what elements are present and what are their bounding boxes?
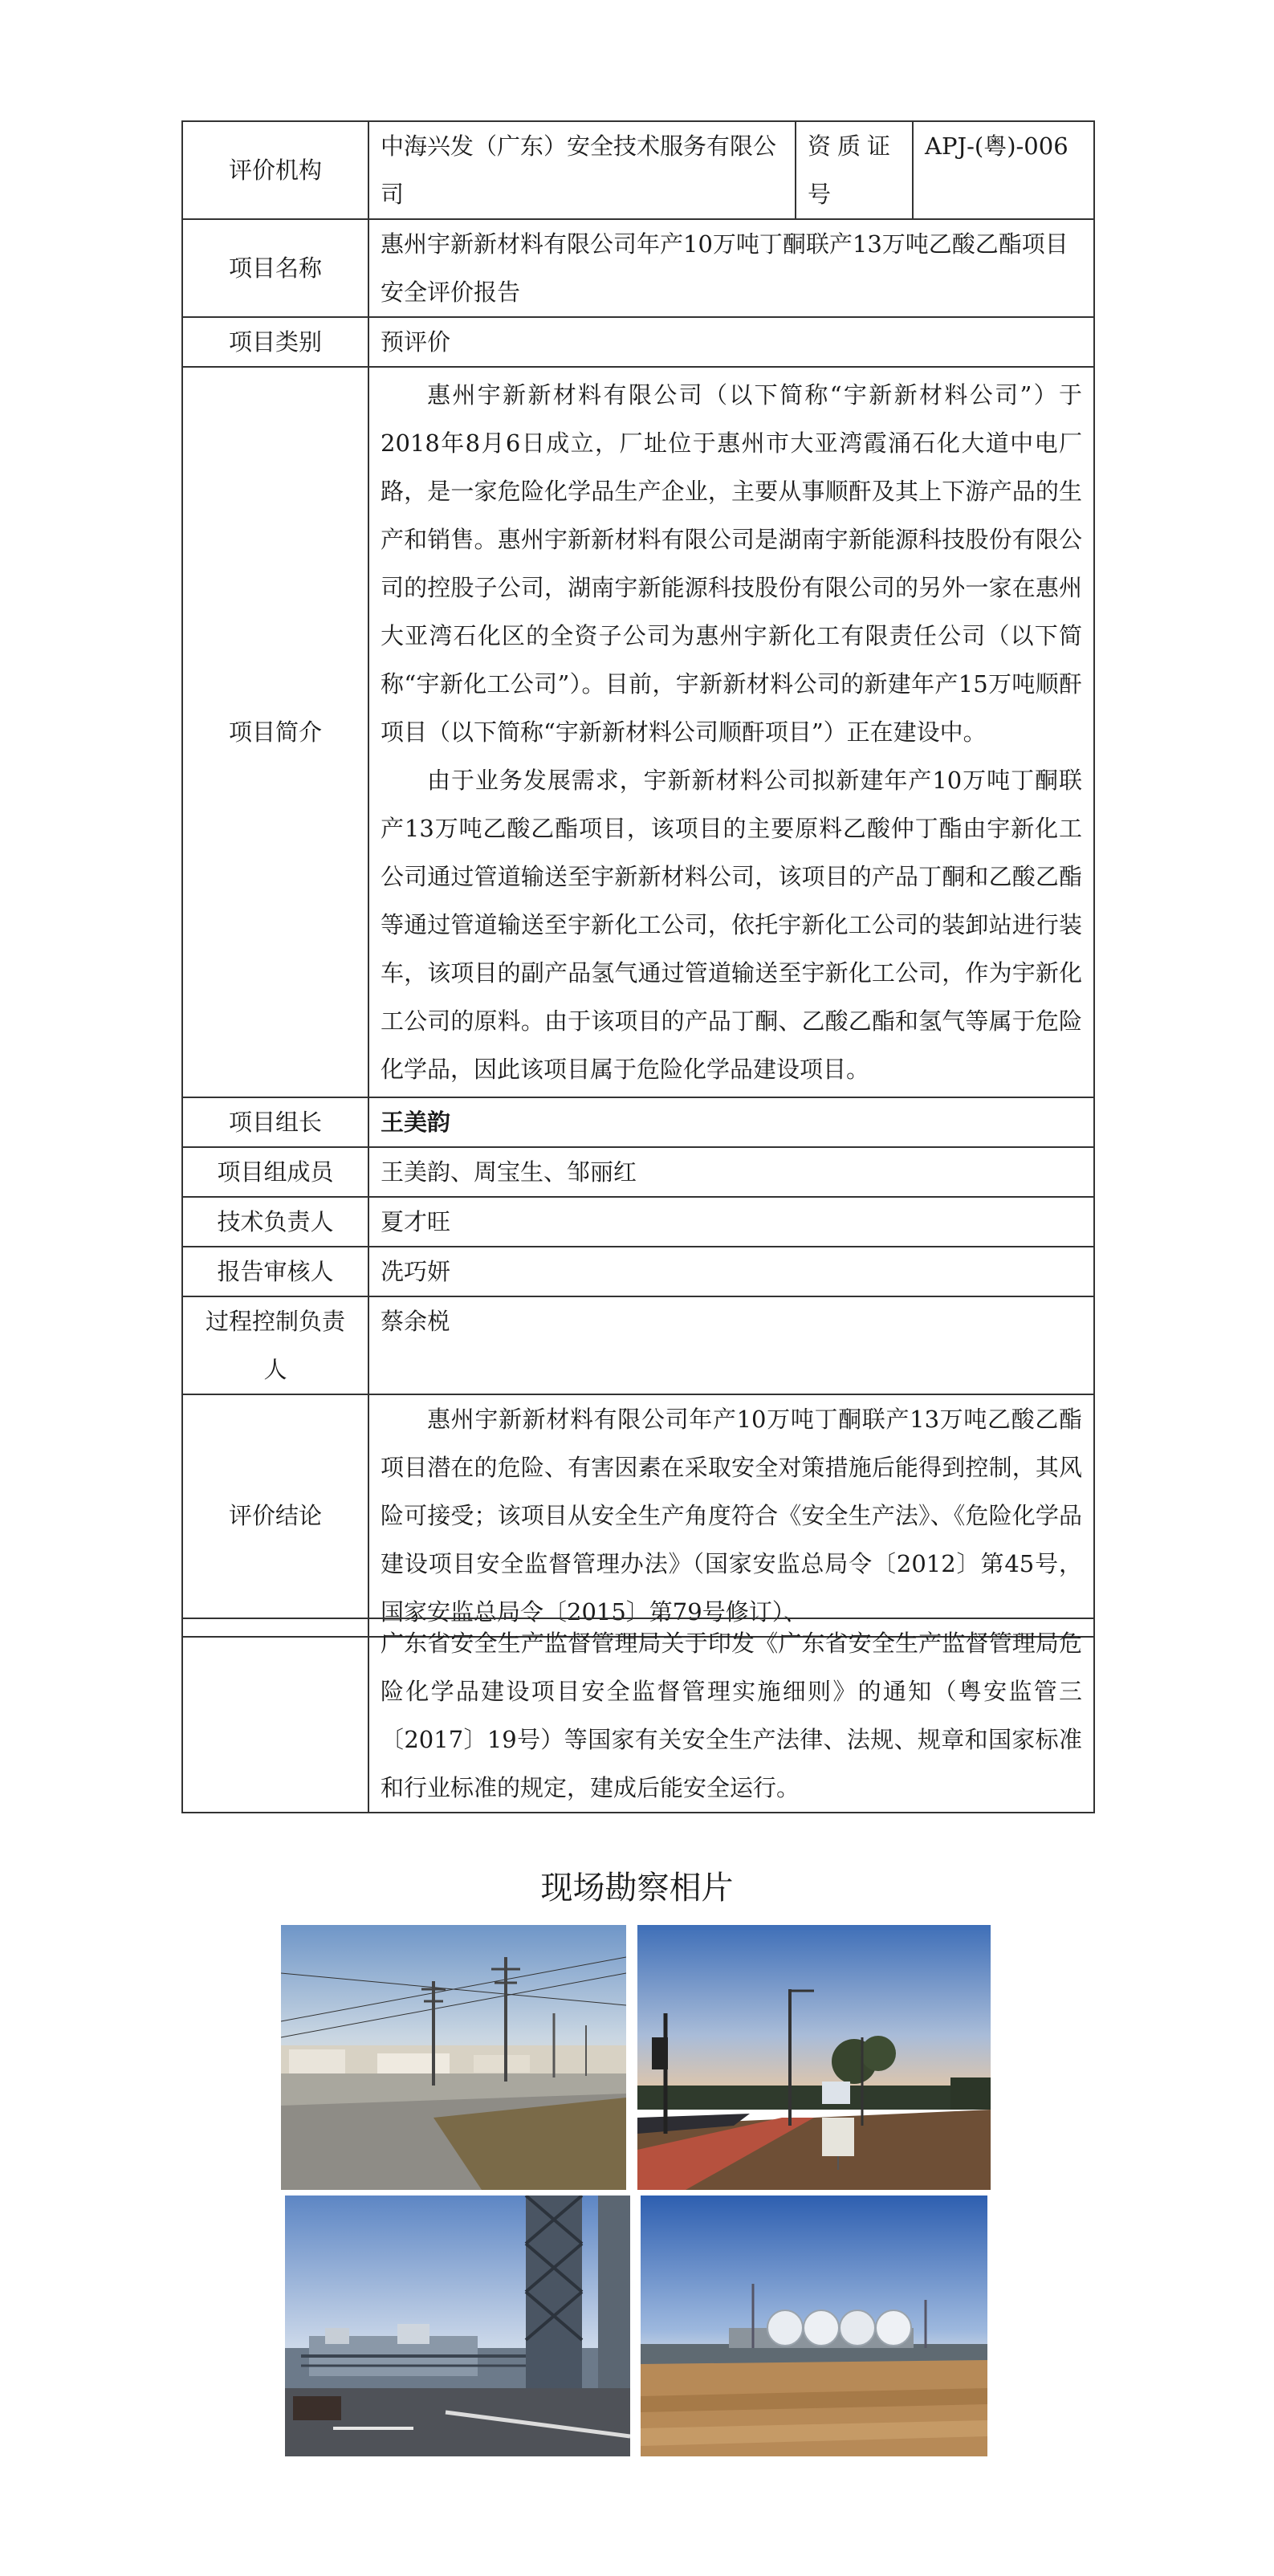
conclusion-paragraph-2: 广东省安全生产监督管理局关于印发《广东省安全生产监督管理局危险化学品建设项目安全监督管理实施细则》的通知（粤安监管三〔2017〕19号）等国家有关安全生产法律、法规、规章和国家标准和行业标准的规定，建成后能安全运行。 xyxy=(381,1630,1082,1801)
project-type-value: 预评价 xyxy=(368,317,1094,367)
reviewer-value: 冼巧妍 xyxy=(368,1247,1094,1296)
conclusion-cell xyxy=(368,1394,1094,1637)
summary-paragraph-1: 惠州宇新新材料有限公司（以下简称“宇新新材料公司”）于2018年8月6日成立，厂址位于惠州市大亚湾霞涌石化大道中电厂路，是一家危险化学品生产企业，主要从事顺酐及其上下游产品的生产和销售。惠州宇新新材料有限公司是湖南宇新能源科技股份有限公司的控股子公司，湖南宇新能源科技股份有限公司的另外一家在惠州大亚湾石化区的全资子公司为惠州宇新化工有限责任公司（以下简称“宇新化工公司”）。目前，宇新新材料公司的新建年产15万吨顺酐项目（以下简称“宇新新材料公司顺酐项目”）正在建设中。 xyxy=(381,381,1082,746)
members-value: 王美韵、周宝生、邹丽红 xyxy=(368,1147,1094,1197)
site-photo-spherical-tanks xyxy=(641,2196,987,2456)
summary-cell xyxy=(368,367,1094,1097)
project-name-label: 项目名称 xyxy=(182,219,368,317)
evaluation-info-table xyxy=(181,120,1095,1638)
reviewer-label: 报告审核人 xyxy=(182,1247,368,1296)
summary-paragraph-2: 由于业务发展需求，宇新新材料公司拟新建年产10万吨丁酮联产13万吨乙酸乙酯项目，该项目的主要原料乙酸仲丁酯由宇新化工公司通过管道输送至宇新新材料公司，该项目的产品丁酮和乙酸乙酯等通过管道输送至宇新化工公司，依托宇新化工公司的装卸站进行装车，该项目的副产品氢气通过管道输送至宇新化工公司，作为宇新化工公司的原料。由于该项目的产品丁酮、乙酸乙酯和氢气等属于危险化学品，因此该项目属于危险化学品建设项目。 xyxy=(381,767,1082,1083)
photos-title: 现场勘察相片 xyxy=(540,1870,734,1907)
site-photo-street-dusk xyxy=(637,1925,991,2190)
process-value: 蔡余棁 xyxy=(368,1296,1094,1394)
leader-value: 王美韵 xyxy=(368,1097,1094,1147)
project-type-label: 项目类别 xyxy=(182,317,368,367)
summary-label: 项目简介 xyxy=(182,367,368,1097)
conclusion-paragraph-1: 惠州宇新新材料有限公司年产10万吨丁酮联产13万吨乙酸乙酯项目潜在的危险、有害因素在采取安全对策措施后能得到控制，其风险可接受；该项目从安全生产角度符合《安全生产法》、《危险化学品建设项目安全监督管理办法》（国家安监总局令〔2012〕第45号，国家安监总局令〔2015〕第79号修订）、 xyxy=(381,1406,1082,1626)
site-photo-road-power-lines xyxy=(281,1925,626,2190)
conclusion-continued-cell xyxy=(368,1618,1094,1813)
process-label: 过程控制负责人 xyxy=(182,1296,368,1394)
conclusion-continued-label-cell xyxy=(182,1618,368,1813)
agency-label: 评价机构 xyxy=(182,121,368,219)
conclusion-label: 评价结论 xyxy=(182,1394,368,1637)
cert-value: APJ-(粤)-006 xyxy=(913,121,1094,219)
tech-value: 夏才旺 xyxy=(368,1197,1094,1247)
leader-label: 项目组长 xyxy=(182,1097,368,1147)
cert-label: 资质证号 xyxy=(796,121,913,219)
agency-value: 中海兴发（广东）安全技术服务有限公司 xyxy=(368,121,796,219)
tech-label: 技术负责人 xyxy=(182,1197,368,1247)
members-label: 项目组成员 xyxy=(182,1147,368,1197)
project-name-value: 惠州宇新新材料有限公司年产10万吨丁酮联产13万吨乙酸乙酯项目安全评价报告 xyxy=(368,219,1094,317)
conclusion-continued-table xyxy=(181,1618,1095,1813)
site-photo-pipe-rack xyxy=(285,2196,630,2456)
